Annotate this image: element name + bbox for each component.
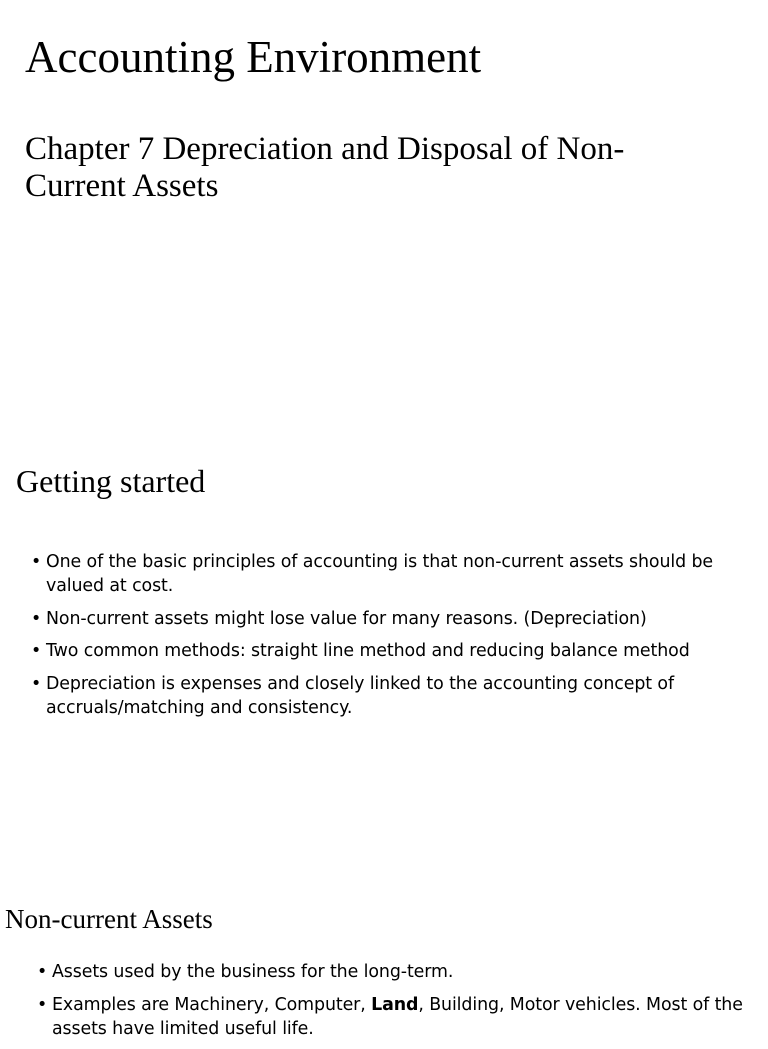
list-item-text: Depreciation is expenses and closely linked to the accounting concept of accruals/matching and consistency. [46, 673, 674, 718]
list-item-text [52, 995, 743, 1039]
list-item-text: Non-current assets might lose value for many reasons. (Depreciation) [46, 608, 647, 629]
section-heading-non-current-assets: Non-current Assets [5, 904, 213, 934]
section-heading-getting-started: Getting started [16, 463, 206, 499]
list-item-text: Two common methods: straight line method and reducing balance method [46, 641, 690, 661]
list-item [31, 672, 761, 720]
bold-term-land: Land [371, 994, 419, 1015]
bullet-icon: • [31, 673, 42, 694]
bullet-icon: • [31, 608, 42, 629]
list-item [31, 550, 761, 598]
getting-started-bullet-list [31, 550, 761, 728]
bullet-icon: • [31, 641, 42, 661]
list-item [37, 960, 762, 984]
list-item-text-after: , Building, Motor vehicles. Most of the assets have limited useful life. [52, 994, 743, 1039]
bullet-icon: • [37, 994, 48, 1015]
document-title: Accounting Environment [25, 32, 482, 82]
non-current-assets-bullet-list [37, 960, 762, 1049]
list-item [31, 607, 761, 631]
list-item [37, 993, 762, 1041]
chapter-title: Chapter 7 Depreciation and Disposal of Non-Current Assets [25, 131, 625, 204]
bullet-icon: • [37, 962, 48, 982]
bullet-icon: • [31, 552, 42, 572]
list-item-text: Assets used by the business for the long-term. [52, 962, 454, 982]
list-item [31, 639, 761, 663]
list-item-text-before: Examples are Machinery, Computer, [52, 994, 372, 1015]
list-item-text: One of the basic principles of accounting is that non-current assets should be valued at cost. [46, 552, 714, 596]
